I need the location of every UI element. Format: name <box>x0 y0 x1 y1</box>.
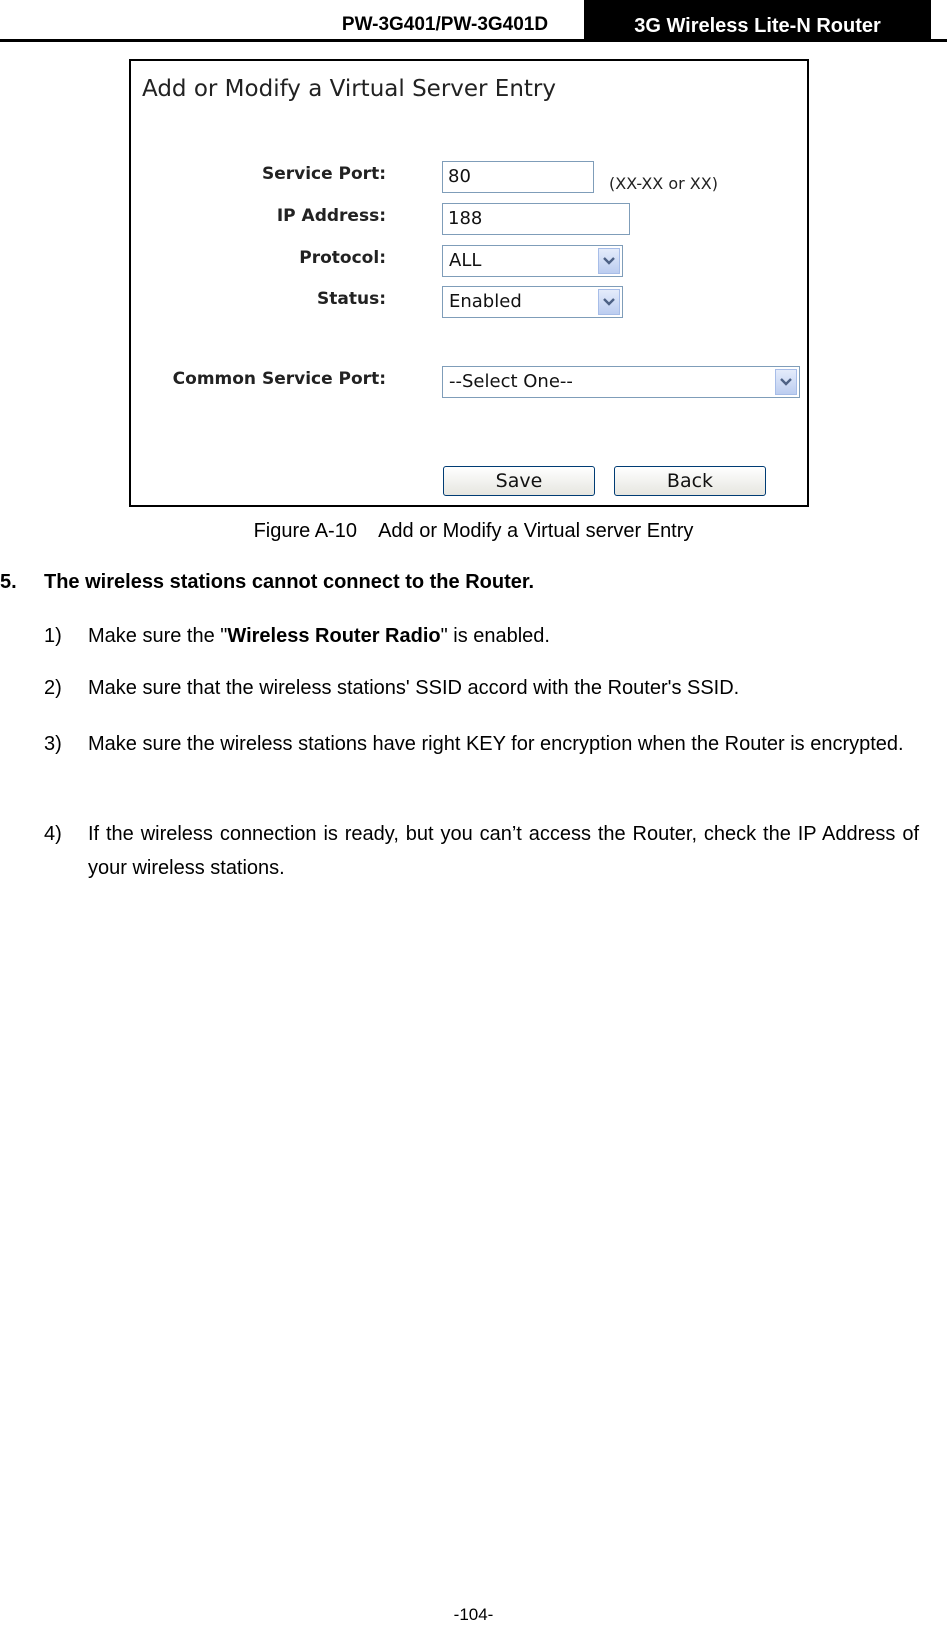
protocol-label: Protocol: <box>299 248 386 268</box>
chevron-down-icon[interactable] <box>775 369 797 395</box>
item-text-post: " is enabled. <box>440 625 550 647</box>
item-text <box>88 619 919 653</box>
common-service-port-select[interactable] <box>442 366 800 398</box>
item-text: If the wireless connection is ready, but you can’t access the Router, check the IP Address of your wireless stations. <box>88 823 919 879</box>
common-service-port-label: Common Service Port: <box>172 369 386 389</box>
section-title: The wireless stations cannot connect to the Router. <box>44 571 535 593</box>
service-port-hint: (XX-XX or XX) <box>609 174 718 193</box>
chevron-down-icon[interactable] <box>598 248 620 274</box>
item-text-bold: Wireless Router Radio <box>227 625 441 647</box>
item-number: 3) <box>44 733 62 755</box>
service-port-label: Service Port: <box>261 164 386 184</box>
status-select[interactable] <box>442 286 623 318</box>
status-label: Status: <box>317 289 386 309</box>
virtual-server-screenshot <box>129 59 809 507</box>
page-number: -104- <box>453 1605 494 1624</box>
common-service-port-value: --Select One-- <box>449 371 573 392</box>
item-number: 2) <box>44 677 62 699</box>
figure-caption: Figure A-10 Add or Modify a Virtual server Entry <box>253 520 694 542</box>
save-button[interactable]: Save <box>443 466 595 496</box>
item-number: 1) <box>44 625 62 647</box>
back-button[interactable]: Back <box>614 466 766 496</box>
form-title: Add or Modify a Virtual Server Entry <box>142 76 556 102</box>
chevron-down-icon[interactable] <box>598 289 620 315</box>
section-number: 5. <box>0 571 17 593</box>
ip-address-label: IP Address: <box>276 206 386 226</box>
item-number: 4) <box>44 823 62 845</box>
item-text: Make sure the wireless stations have right KEY for encryption when the Router is encrypted. <box>88 733 904 755</box>
service-port-input[interactable]: 80 <box>442 161 594 193</box>
item-text: Make sure that the wireless stations' SSID accord with the Router's SSID. <box>88 677 740 699</box>
protocol-select[interactable] <box>442 245 623 277</box>
item-text-pre: Make sure the " <box>88 625 228 647</box>
ip-address-input[interactable]: 188 <box>442 203 630 235</box>
status-value: Enabled <box>449 291 522 312</box>
header-product-tab: 3G Wireless Lite-N Router <box>584 0 931 41</box>
header-model: PW-3G401/PW-3G401D <box>341 14 549 35</box>
header-rule <box>0 39 947 42</box>
protocol-value: ALL <box>449 250 482 271</box>
